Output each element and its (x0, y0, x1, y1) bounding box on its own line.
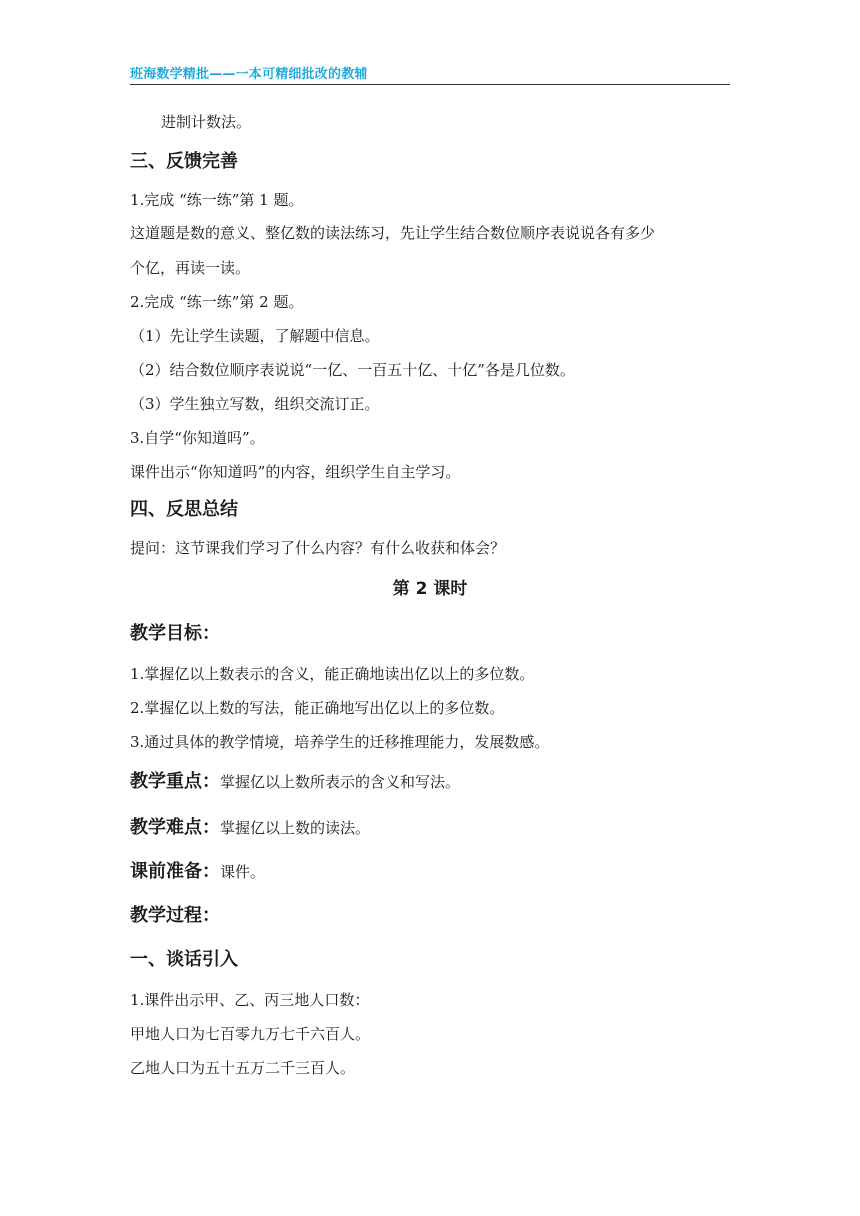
objective-3: 3.通过具体的教学情境，培养学生的迁移推理能力，发展数感。 (130, 733, 550, 751)
header-title: 班海数学精批——一本可精细批改的教辅 (130, 67, 368, 82)
continuation-line: 进制计数法。 (161, 113, 252, 131)
key-points-text: 掌握亿以上数所表示的含义和写法。 (220, 773, 461, 791)
preparation (130, 858, 265, 886)
section-3-item-2-sub-1: （1）先让学生读题，了解题中信息。 (130, 327, 380, 345)
objective-1: 1.掌握亿以上数表示的含义，能正确地读出亿以上的多位数。 (130, 665, 535, 683)
key-points-label: 教学重点： (130, 771, 220, 792)
section-3-item-3: 3.自学“你知道吗”。 (130, 429, 265, 447)
section-1-heading: 一、谈话引入 (130, 949, 238, 970)
page-header (130, 62, 730, 85)
objectives-label: 教学目标： (130, 623, 220, 644)
section-3-item-1: 1.完成 “练一练”第 1 题。 (130, 191, 304, 209)
section-1-item-1: 1.课件出示甲、乙、丙三地人口数： (130, 991, 370, 1009)
difficulty-label: 教学难点： (130, 817, 220, 838)
section-3-item-2: 2.完成 “练一练”第 2 题。 (130, 293, 304, 311)
section-3-item-2-sub-2: （2）结合数位顺序表说说“一亿、一百五十亿、十亿”各是几位数。 (130, 361, 575, 379)
section-3-item-3-desc: 课件出示“你知道吗”的内容，组织学生自主学习。 (130, 463, 461, 481)
section-4-heading: 四、反思总结 (130, 499, 238, 520)
key-points (130, 768, 460, 796)
lesson-title: 第 2 课时 (392, 579, 468, 599)
difficulty-text: 掌握亿以上数的读法。 (220, 819, 371, 837)
section-1-item-1-line-b: 乙地人口为五十五万二千三百人。 (130, 1059, 356, 1077)
process-label: 教学过程： (130, 905, 220, 926)
section-3-item-1-desc-a: 这道题是数的意义、整亿数的读法练习，先让学生结合数位顺序表说说各有多少 (130, 224, 656, 242)
difficulty (130, 814, 370, 842)
objective-2: 2.掌握亿以上数的写法，能正确地写出亿以上的多位数。 (130, 699, 505, 717)
section-3-heading: 三、反馈完善 (130, 151, 238, 172)
section-3-item-2-sub-3: （3）学生独立写数，组织交流订正。 (130, 395, 380, 413)
section-4-question: 提问：这节课我们学习了什么内容？有什么收获和体会？ (130, 539, 506, 557)
section-3-item-1-desc-b: 个亿，再读一读。 (130, 259, 251, 277)
section-1-item-1-line-a: 甲地人口为七百零九万七千六百人。 (130, 1025, 371, 1043)
preparation-text: 课件。 (220, 863, 266, 881)
preparation-label: 课前准备： (130, 861, 220, 882)
